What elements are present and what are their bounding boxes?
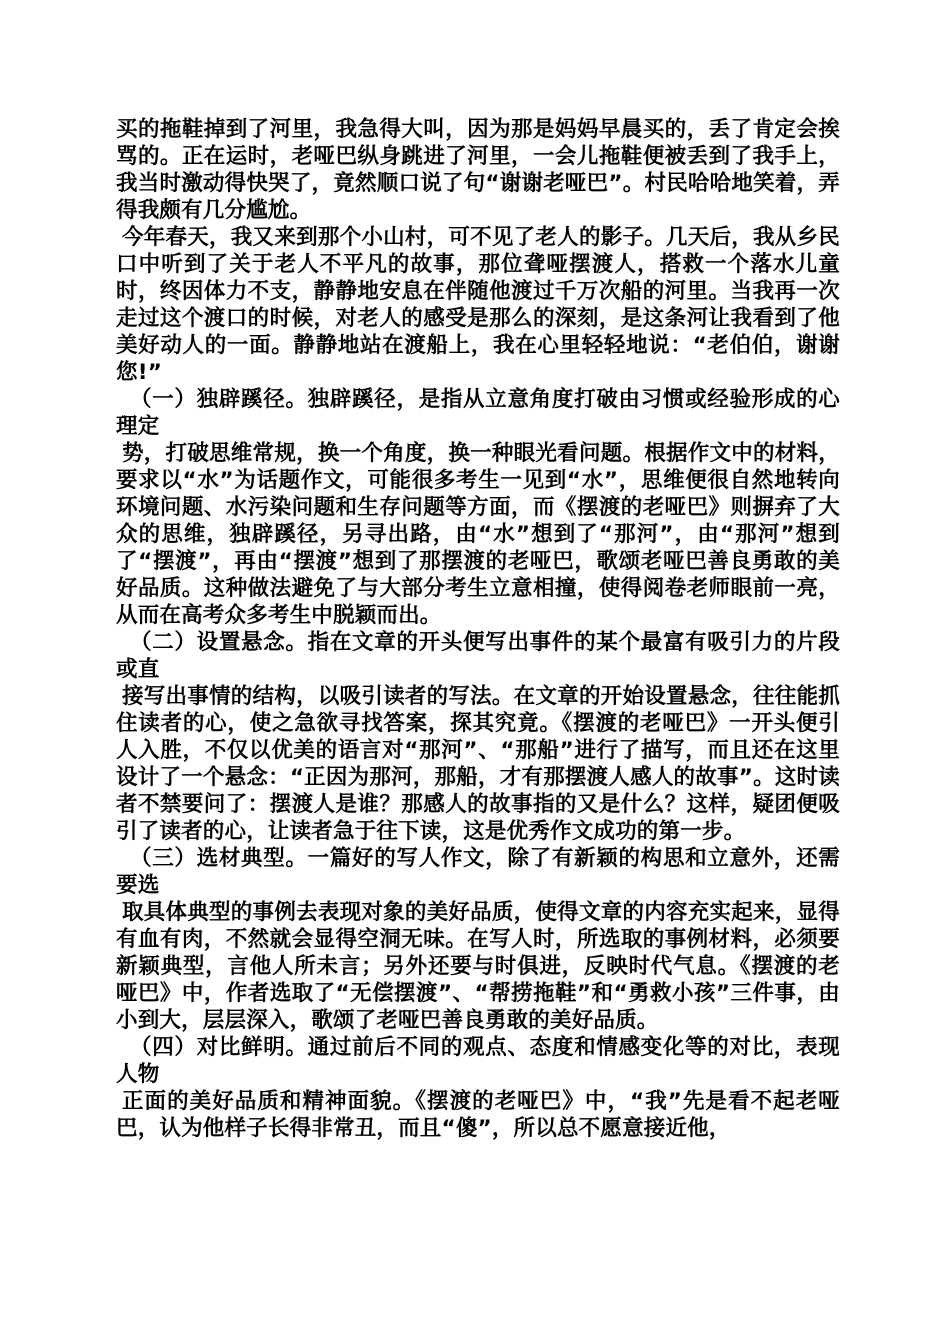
document-body xyxy=(116,116,840,1142)
paragraph-4: 接写出事情的结构，以吸引读者的写法。在文章的开始设置悬念，往往能抓住读者的心，使之急欲寻找答案，探其究竟。《摆渡的老哑巴》一开头便引人入胜，不仅以优美的语言对“那河”、“那船”进行了描写，而且还在这里设计了一个悬念：“正因为那河，那船，才有那摆渡人感人的故事”。这时读者不禁要问了：摆渡人是谁？那感人的故事指的又是什么？这样，疑团便吸引了读者的心，让读者急于往下读，这是优秀作文成功的第一步。 xyxy=(116,684,840,844)
section-heading-2: （二）设置悬念。指在文章的开头便写出事件的某个最富有吸引力的片段或直 xyxy=(116,630,840,682)
paragraph-1: 买的拖鞋掉到了河里，我急得大叫，因为那是妈妈早晨买的，丢了肯定会挨骂的。正在运时，老哑巴纵身跳进了河里，一会儿拖鞋便被丢到了我手上，我当时激动得快哭了，竟然顺口说了句“谢谢老哑巴”。村民哈哈地笑着，弄得我颇有几分尴尬。 xyxy=(116,117,840,223)
paragraph-6: 正面的美好品质和精神面貌。《摆渡的老哑巴》中，“我”先是看不起老哑巴，认为他样子长得非常丑，而且“傻”，所以总不愿意接近他， xyxy=(116,1089,840,1141)
section-heading-4: （四）对比鲜明。通过前后不同的观点、态度和情感变化等的对比，表现人物 xyxy=(116,1035,840,1087)
section-heading-3: （三）选材典型。一篇好的写人作文，除了有新颖的构思和立意外，还需要选 xyxy=(116,846,840,898)
section-heading-1: （一）独辟蹊径。独辟蹊径，是指从立意角度打破由习惯或经验形成的心理定 xyxy=(116,387,840,439)
paragraph-5: 取具体典型的事例去表现对象的美好品质，使得文章的内容充实起来，显得有血有肉，不然就会显得空洞无味。在写人时，所选取的事例材料，必须要新颖典型，言他人所未言；另外还要与时俱进，反映时代气息。《摆渡的老哑巴》中，作者选取了“无偿摆渡”、“帮捞拖鞋”和“勇救小孩”三件事，由小到大，层层深入，歌颂了老哑巴善良勇敢的美好品质。 xyxy=(116,900,840,1033)
paragraph-3: 势，打破思维常规，换一个角度，换一种眼光看问题。根据作文中的材料，要求以“水”为话题作文，可能很多考生一见到“水”，思维便很自然地转向环境问题、水污染问题和生存问题等方面，而《摆渡的老哑巴》则摒弃了大众的思维，独辟蹊径，另寻出路，由“水”想到了“那河”，由“那河”想到了“摆渡”，再由“摆渡”想到了那摆渡的老哑巴，歌颂老哑巴善良勇敢的美好品质。这种做法避免了与大部分考生立意相撞，使得阅卷老师眼前一亮，从而在高考众多考生中脱颖而出。 xyxy=(116,441,840,628)
paragraph-2: 今年春天，我又来到那个小山村，可不见了老人的影子。几天后，我从乡民口中听到了关于老人不平凡的故事，那位聋哑摆渡人，搭救一个落水儿童时，终因体力不支，静静地安息在伴随他渡过千万次船的河里。当我再一次走过这个渡口的时候，对老人的感受是那么的深刻，是这条河让我看到了他美好动人的一面。静静地站在渡船上，我在心里轻轻地说：“老伯伯，谢谢您!” xyxy=(116,225,840,385)
